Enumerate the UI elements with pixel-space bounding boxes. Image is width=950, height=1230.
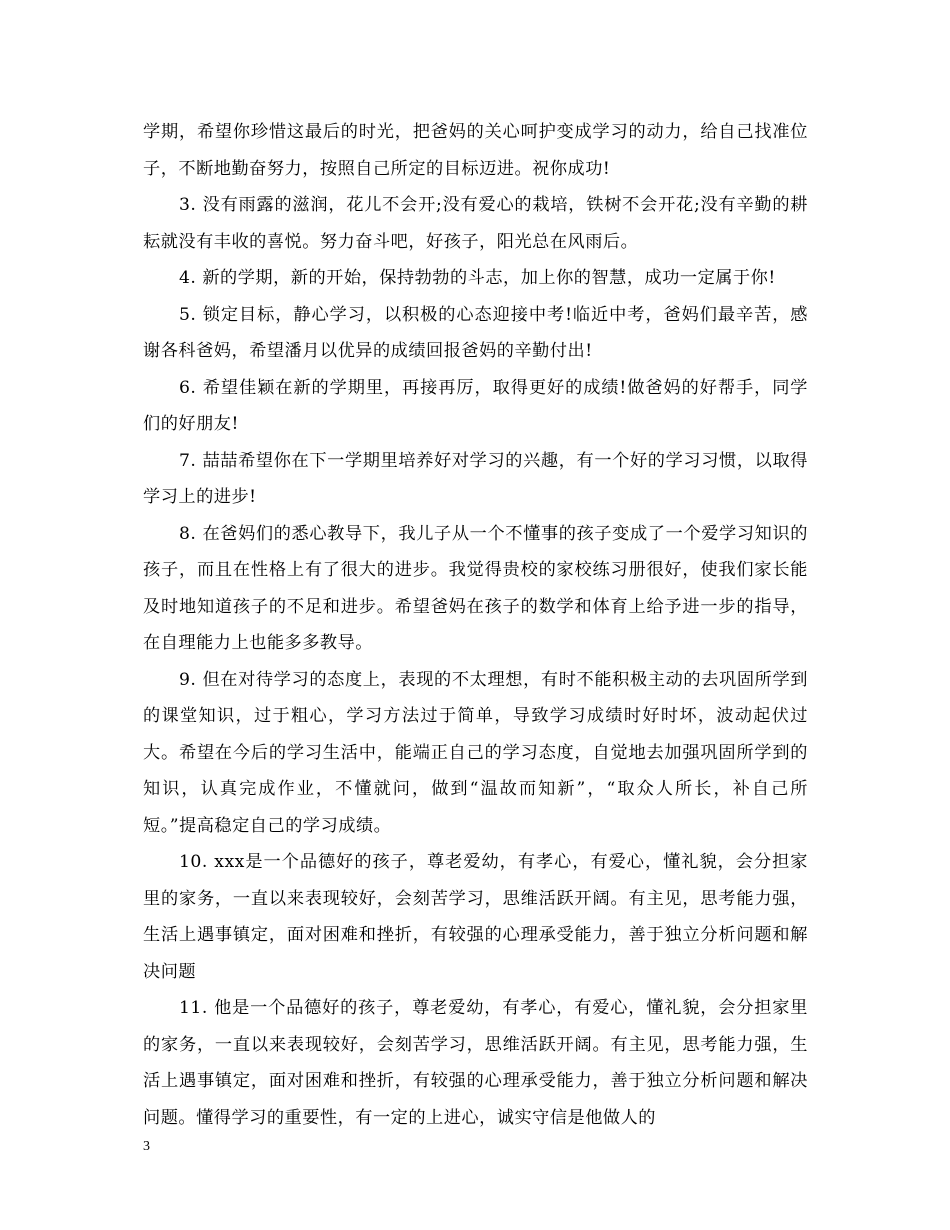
document-body	[143, 114, 808, 1136]
paragraph-item-6: 6. 希望佳颖在新的学期里，再接再厉，取得更好的成绩!做爸妈的好帮手，同学们的好朋友!	[143, 377, 808, 434]
page-number: 3	[143, 1139, 150, 1154]
paragraph-item-10: 10. xxx是一个品德好的孩子，尊老爱幼，有孝心，有爱心，懂礼貌，会分担家里的家务，一直以来表现较好，会刻苦学习，思维活跃开阔。有主见，思考能力强，生活上遇事镇定，面对困难和挫折，有较强的心理承受能力，善于独立分析问题和解决问题	[143, 852, 808, 982]
paragraph-continuation: 学期，希望你珍惜这最后的时光，把爸妈的关心呵护变成学习的动力，给自己找准位子，不断地勤奋努力，按照自己所定的目标迈进。祝你成功!	[143, 122, 808, 179]
paragraph-item-8: 8. 在爸妈们的悉心教导下，我儿子从一个不懂事的孩子变成了一个爱学习知识的孩子，而且在性格上有了很大的进步。我觉得贵校的家校练习册很好，使我们家长能及时地知道孩子的不足和进步。希望爸妈在孩子的数学和体育上给予进一步的指导，在自理能力上也能多多教导。	[143, 523, 808, 653]
paragraph-item-9: 9. 但在对待学习的态度上，表现的不太理想，有时不能积极主动的去巩固所学到的课堂知识，过于粗心，学习方法过于简单，导致学习成绩时好时坏，波动起伏过大。希望在今后的学习生活中，能端正自己的学习态度，自觉地去加强巩固所学到的知识，认真完成作业，不懂就问，做到“温故而知新”，“取众人所长，补自己所短。”提高稳定自己的学习成绩。	[143, 669, 808, 836]
paragraph-item-4: 4. 新的学期，新的开始，保持勃勃的斗志，加上你的智慧，成功一定属于你!	[179, 268, 776, 288]
paragraph-item-5: 5. 锁定目标，静心学习，以积极的心态迎接中考!临近中考，爸妈们最辛苦，感谢各科爸妈，希望潘月以优异的成绩回报爸妈的辛勤付出!	[143, 304, 808, 361]
paragraph-item-7: 7. 喆喆希望你在下一学期里培养好对学习的兴趣，有一个好的学习习惯，以取得学习上的进步!	[143, 450, 808, 507]
paragraph-item-3: 3. 没有雨露的滋润，花儿不会开;没有爱心的栽培，铁树不会开花;没有辛勤的耕耘就没有丰收的喜悦。努力奋斗吧，好孩子，阳光总在风雨后。	[143, 195, 808, 252]
paragraph-item-11: 11. 他是一个品德好的孩子，尊老爱幼，有孝心，有爱心，懂礼貌，会分担家里的家务，一直以来表现较好，会刻苦学习，思维活跃开阔。有主见，思考能力强，生活上遇事镇定，面对困难和挫折，有较强的心理承受能力，善于独立分析问题和解决问题。懂得学习的重要性，有一定的上进心，诚实守信是他做人的	[143, 998, 808, 1128]
